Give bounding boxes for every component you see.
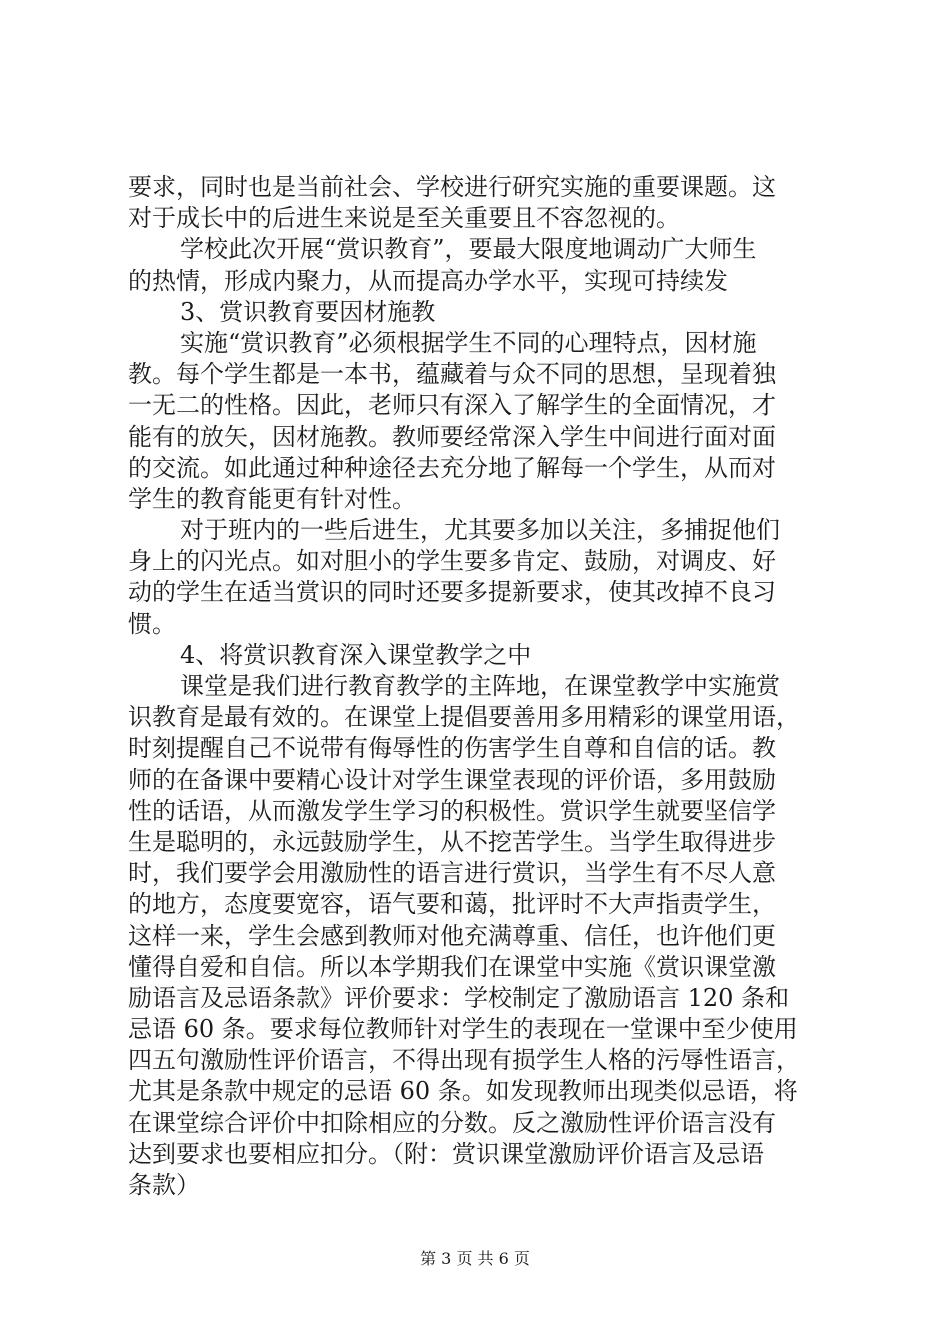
text-line: 一无二的性格。因此，老师只有深入了解学生的全面情况，才 [128,391,776,420]
text-line: 励语言及忌语条款》评价要求：学校制定了激励语言 120 条和 [128,983,790,1012]
page-number: 第 3 页 共 6 页 [420,1249,530,1268]
text-line: 性的话语，从而激发学生学习的积极性。赏识学生就要坚信学 [128,796,776,825]
text-line: 要求，同时也是当前社会、学校进行研究实施的重要课题。这 [128,173,776,201]
text-line: 四五句激励性评价语言，不得出现有损学生人格的污辱性语言， [128,1046,800,1075]
text-line: 教。每个学生都是一本书，蕴藏着与众不同的思想，呈现着独 [128,360,776,389]
text-line: 学校此次开展“赏识教育”，要最大限度地调动广大师生 [180,235,757,264]
text-line: 的地方，态度要宽容，语气要和蔼，批评时不大声指责学生， [128,890,776,919]
text-line: 3、赏识教育要因材施教 [180,297,436,326]
text-line: 识教育是最有效的。在课堂上提倡要善用多用精彩的课堂用语， [128,703,800,732]
text-line: 实施“赏识教育”必须根据学生不同的心理特点，因材施 [180,328,757,357]
text-line: 尤其是条款中规定的忌语 60 条。如发现教师出现类似忌语，将 [128,1077,798,1106]
text-line: 惯。 [128,609,176,638]
text-line: 时，我们要学会用激励性的语言进行赏识，当学生有不尽人意 [128,859,776,888]
text-line: 生是聪明的，永远鼓励学生，从不挖苦学生。当学生取得进步 [128,827,776,856]
text-line: 达到要求也要相应扣分。（附：赏识课堂激励评价语言及忌语 [128,1139,764,1168]
text-line: 忌语 60 条。要求每位教师针对学生的表现在一堂课中至少使用 [128,1015,798,1044]
text-line: 懂得自爱和自信。所以本学期我们在课堂中实施《赏识课堂激 [128,952,776,981]
text-line: 对于成长中的后进生来说是至关重要且不容忽视的。 [128,204,680,233]
text-line: 的热情，形成内聚力，从而提高办学水平，实现可持续发 [128,266,728,295]
document-body [128,172,833,1201]
text-line: 4、将赏识教育深入课堂教学之中 [180,640,532,669]
text-line: 学生的教育能更有针对性。 [128,484,416,513]
text-line: 身上的闪光点。如对胆小的学生要多肯定、鼓励，对调皮、好 [128,547,776,576]
text-line: 对于班内的一些后进生，尤其要多加以关注，多捕捉他们 [180,516,780,545]
text-line: 条款） [128,1171,200,1199]
text-line: 的交流。如此通过种种途径去充分地了解每一个学生，从而对 [128,453,776,482]
text-line: 能有的放矢，因材施教。教师要经常深入学生中间进行面对面 [128,422,776,451]
text-line: 师的在备课中要精心设计对学生课堂表现的评价语，多用鼓励 [128,765,776,794]
text-line: 动的学生在适当赏识的同时还要多提新要求，使其改掉不良习 [128,578,776,607]
text-line: 这样一来，学生会感到教师对他充满尊重、信任，也许他们更 [128,921,776,950]
text-line: 课堂是我们进行教育教学的主阵地，在课堂教学中实施赏 [180,672,780,700]
text-line: 时刻提醒自己不说带有侮辱性的伤害学生自尊和自信的话。教 [128,734,776,763]
text-line: 在课堂综合评价中扣除相应的分数。反之激励性评价语言没有 [128,1108,776,1137]
